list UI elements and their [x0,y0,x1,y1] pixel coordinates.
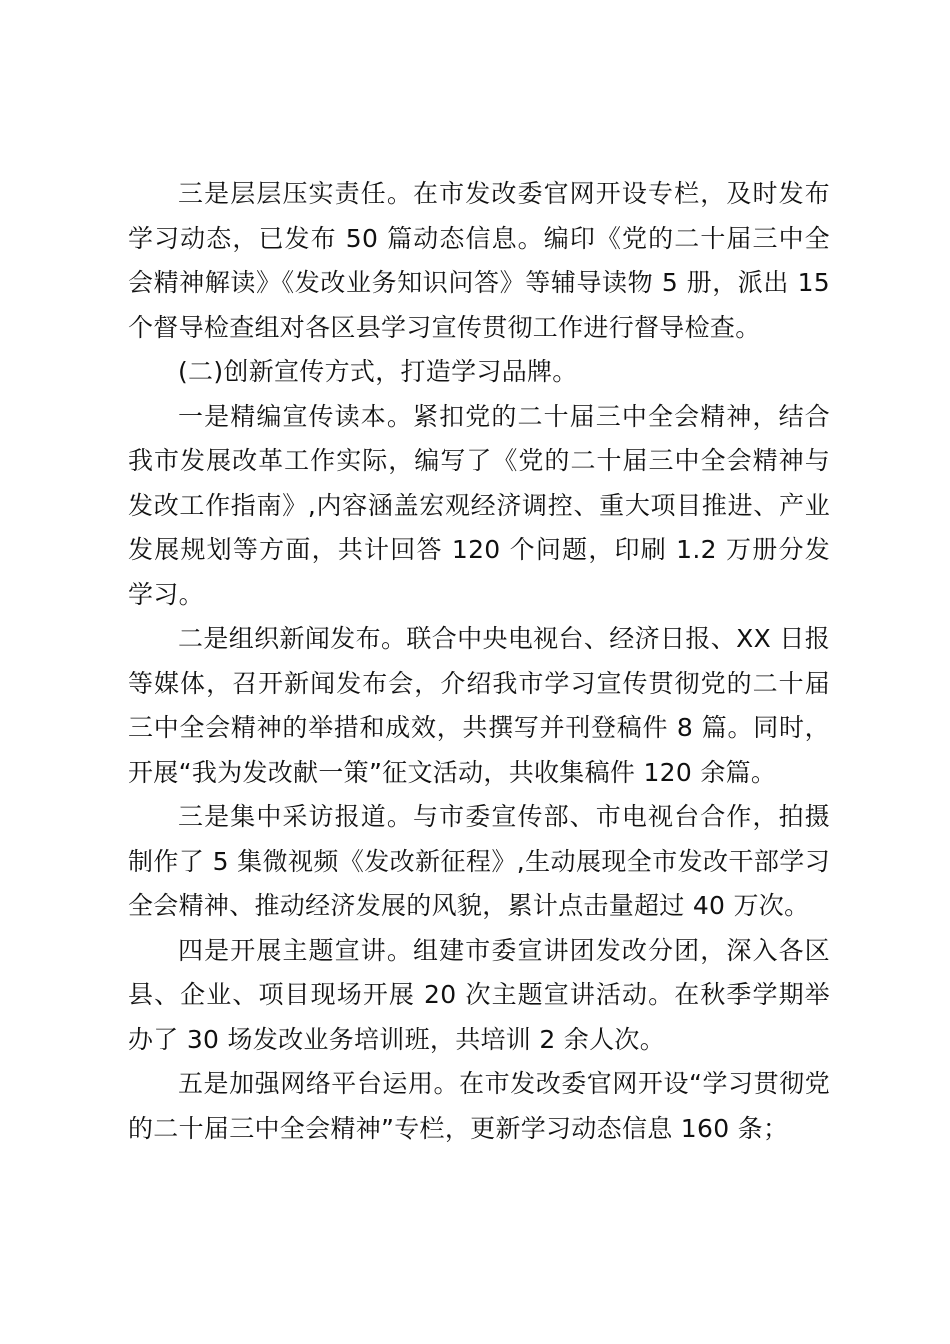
paragraph-interview-report: 三是集中采访报道。与市委宣传部、市电视台合作，拍摄制作了 5 集微视频《发改新征程》,生动展现全市发改干部学习全会精神、推动经济发展的风貌，累计点击量超过 40 万次。 [128,802,830,920]
paragraph-online-platform: 五是加强网络平台运用。在市发改委官网开设“学习贯彻党的二十届三中全会精神”专栏，更新学习动态信息 160 条； [128,1069,830,1143]
paragraph-themed-lectures: 四是开展主题宣讲。组建市委宣讲团发改分团，深入各区县、企业、项目现场开展 20 次主题宣讲活动。在秋季学期举办了 30 场发改业务培训班，共培训 2 余人次。 [128,935,830,1054]
section-heading-publicity: (二)创新宣传方式，打造学习品牌。 [178,357,578,386]
paragraph-reader: 一是精编宣传读本。紧扣党的二十届三中全会精神，结合我市发展改革工作实际，编写了《党的二十届三中全会精神与发改工作指南》,内容涵盖宏观经济调控、重大项目推进、产业发展规划等方面，共计回答 120 个问题，印刷 1.2 万册分发学习。 [128,401,830,609]
paragraph-press-release: 二是组织新闻发布。联合中央电视台、经济日报、XX 日报等媒体，召开新闻发布会，介绍我市学习宣传贯彻党的二十届三中全会精神的举措和成效，共撰写并刊登稿件 8 篇。同时，开展“我为发改献一策”征文活动，共收集稿件 120 余篇。 [128,624,830,787]
document-body [128,172,830,1151]
paragraph-responsibility: 三是层层压实责任。在市发改委官网开设专栏，及时发布学习动态，已发布 50 篇动态信息。编印《党的二十届三中全会精神解读》《发改业务知识问答》等辅导读物 5 册，派出 15 个督导检查组对各区县学习宣传贯彻工作进行督导检查。 [128,179,830,342]
